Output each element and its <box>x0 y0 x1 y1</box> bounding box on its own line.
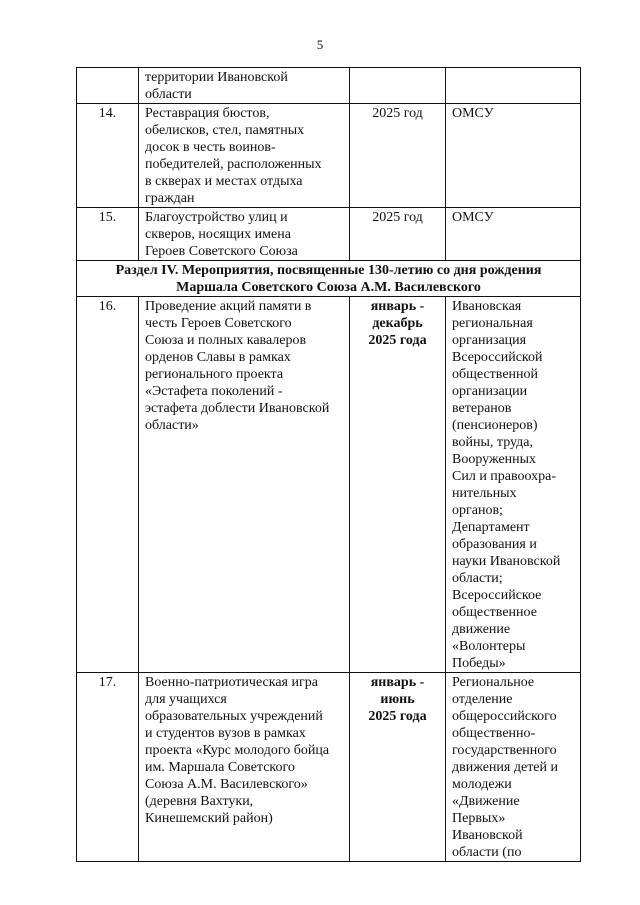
event-description-line: Союза и полных кавалеров <box>145 333 307 348</box>
event-description-line: Благоустройство улиц и <box>145 210 288 225</box>
table-row <box>77 297 581 673</box>
row-number <box>77 68 139 104</box>
responsible-org-line: образования и <box>452 537 537 552</box>
event-description-line: (деревня Вахтуки, <box>145 794 254 809</box>
event-description <box>139 297 350 673</box>
responsible-org-line: «Движение <box>452 794 520 809</box>
event-description-line: Союза А.М. Василевского» <box>145 777 308 792</box>
responsible-org-line: (пенсионеров) <box>452 418 538 433</box>
section-title <box>77 261 581 297</box>
responsible-org-line: Всероссийское <box>452 588 542 603</box>
event-date-line: 2025 года <box>368 333 427 348</box>
responsible-org-line: Ивановская <box>452 299 522 314</box>
responsible-org <box>446 673 581 862</box>
event-description-line: проекта «Курс молодого бойца <box>145 743 330 758</box>
responsible-org-line: Департамент <box>452 520 530 535</box>
events-table-body <box>77 68 581 862</box>
event-description-line: честь Героев Советского <box>145 316 292 331</box>
table-row <box>77 68 581 104</box>
responsible-org-line: движение <box>452 622 511 637</box>
responsible-org-line: Сил и правоохра- <box>452 469 557 484</box>
responsible-org-line: Первых» <box>452 811 506 826</box>
event-description-line: Проведение акций памяти в <box>145 299 312 314</box>
responsible-org-line: органов; <box>452 503 503 518</box>
events-table <box>76 67 581 862</box>
responsible-org <box>446 297 581 673</box>
event-date <box>350 673 446 862</box>
event-description-line: обелисков, стел, памятных <box>145 123 305 138</box>
section-title-line: Маршала Советского Союза А.М. Василевского <box>176 280 481 295</box>
event-date <box>350 208 446 261</box>
event-description-line: в скверах и местах отдыха <box>145 174 303 189</box>
responsible-org-line: области (по <box>452 845 522 860</box>
table-row <box>77 208 581 261</box>
responsible-org-line: общественной <box>452 367 539 382</box>
event-date <box>350 297 446 673</box>
responsible-org-line: ОМСУ <box>452 210 494 225</box>
row-number: 17. <box>77 673 139 862</box>
event-description-line: регионального проекта <box>145 367 284 382</box>
responsible-org-line: области; <box>452 571 503 586</box>
responsible-org-line: войны, труда, <box>452 435 533 450</box>
responsible-org-line: ветеранов <box>452 401 512 416</box>
event-date <box>350 68 446 104</box>
event-description-line: эстафета доблести Ивановской <box>145 401 330 416</box>
responsible-org <box>446 68 581 104</box>
responsible-org-line: региональная <box>452 316 533 331</box>
event-description-line: Реставрация бюстов, <box>145 106 270 121</box>
event-date-line: январь - <box>370 299 425 314</box>
table-row <box>77 673 581 862</box>
responsible-org-line: «Волонтеры <box>452 639 526 654</box>
responsible-org-line: организация <box>452 333 527 348</box>
responsible-org-line: общественное <box>452 605 537 620</box>
responsible-org-line: движения детей и <box>452 760 559 775</box>
event-description <box>139 208 350 261</box>
section-header-row <box>77 261 581 297</box>
responsible-org-line: молодежи <box>452 777 512 792</box>
page-number: 5 <box>316 37 324 52</box>
event-description-line: территории Ивановской <box>145 70 288 85</box>
responsible-org-line: отделение <box>452 692 513 707</box>
event-date-line: январь - <box>370 675 425 690</box>
section-title-line: Раздел IV. Мероприятия, посвященные 130-летию со дня рождения <box>115 263 542 278</box>
event-description-line: Военно-патриотическая игра <box>145 675 318 690</box>
event-description-line: для учащихся <box>145 692 227 707</box>
event-date-line: декабрь <box>372 316 423 331</box>
responsible-org-line: государственного <box>452 743 557 758</box>
responsible-org-line: Региональное <box>452 675 535 690</box>
responsible-org-line: нительных <box>452 486 517 501</box>
responsible-org <box>446 208 581 261</box>
responsible-org-line: общественно- <box>452 726 536 741</box>
event-date-line: 2025 год <box>372 210 423 225</box>
row-number: 16. <box>77 297 139 673</box>
event-description-line: «Эстафета поколений - <box>145 384 283 399</box>
event-description-line: граждан <box>145 191 195 206</box>
event-description-line: Кинешемский район) <box>145 811 273 826</box>
event-date-line: 2025 года <box>368 709 427 724</box>
event-description <box>139 68 350 104</box>
table-row <box>77 104 581 208</box>
event-description-line: Героев Советского Союза <box>145 244 298 259</box>
event-description-line: образовательных учреждений <box>145 709 323 724</box>
responsible-org-line: Победы» <box>452 656 506 671</box>
responsible-org-line: науки Ивановской <box>452 554 561 569</box>
event-description-line: скверов, носящих имена <box>145 227 291 242</box>
responsible-org-line: ОМСУ <box>452 106 494 121</box>
row-number: 14. <box>77 104 139 208</box>
responsible-org-line: Всероссийской <box>452 350 543 365</box>
event-description-line: орденов Славы в рамках <box>145 350 291 365</box>
event-description-line: победителей, расположенных <box>145 157 322 172</box>
responsible-org <box>446 104 581 208</box>
event-description <box>139 673 350 862</box>
event-date-line: июнь <box>380 692 415 707</box>
event-description-line: области» <box>145 418 199 433</box>
event-date-line: 2025 год <box>372 106 423 121</box>
responsible-org-line: организации <box>452 384 528 399</box>
responsible-org-line: общероссийского <box>452 709 557 724</box>
row-number: 15. <box>77 208 139 261</box>
event-description-line: досок в честь воинов- <box>145 140 276 155</box>
responsible-org-line: Ивановской <box>452 828 523 843</box>
event-date <box>350 104 446 208</box>
event-description-line: и студентов вузов в рамках <box>145 726 306 741</box>
event-description-line: области <box>145 87 192 102</box>
responsible-org-line: Вооруженных <box>452 452 537 467</box>
event-description-line: им. Маршала Советского <box>145 760 295 775</box>
event-description <box>139 104 350 208</box>
